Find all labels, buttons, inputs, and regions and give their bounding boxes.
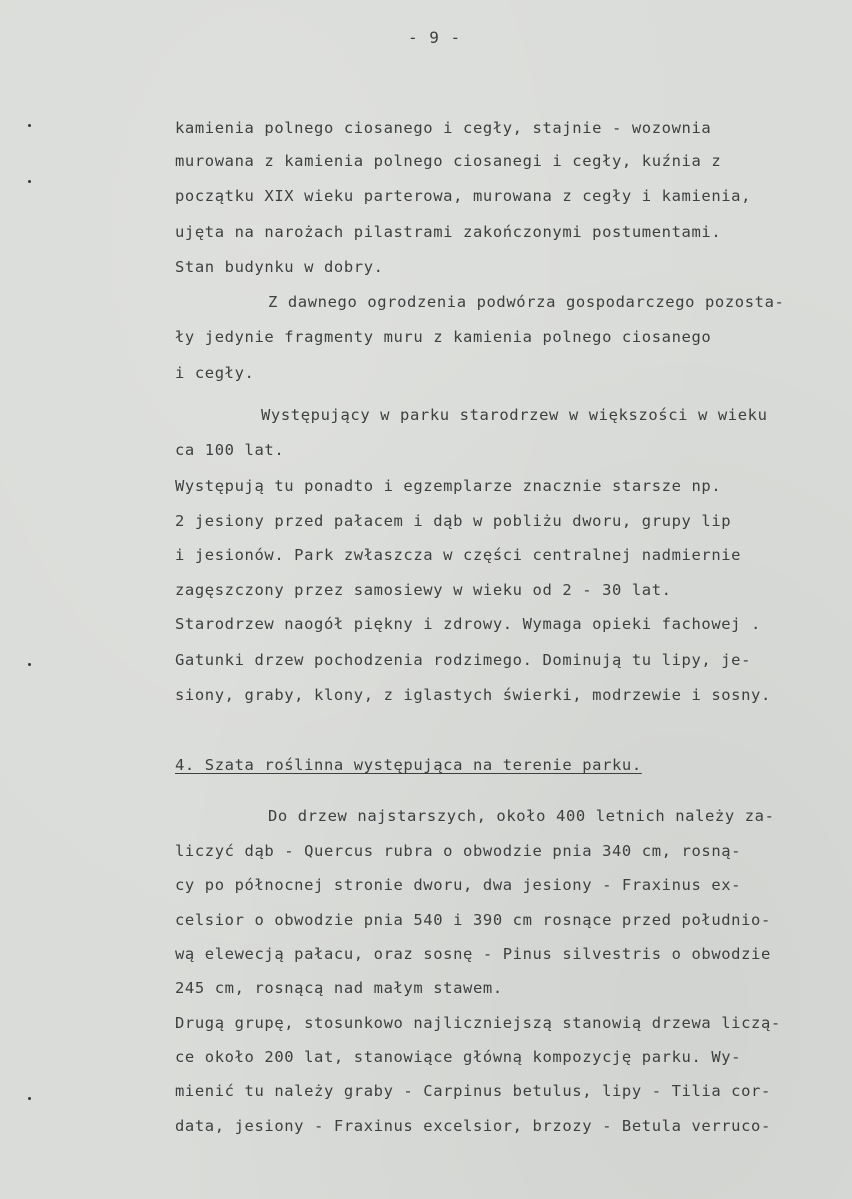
text-line: Drugą grupę, stosunkowo najliczniejszą stanowią drzewa liczą- bbox=[175, 1014, 781, 1032]
text-line: murowana z kamienia polnego ciosanegi i cegły, kuźnia z bbox=[175, 152, 722, 170]
text-line: zagęszczony przez samosiewy w wieku od 2 - 30 lat. bbox=[175, 581, 672, 599]
text-line: Występujący w parku starodrzew w większości w wieku bbox=[261, 406, 768, 424]
margin-mark bbox=[28, 180, 31, 183]
text-line: liczyć dąb - Quercus rubra o obwodzie pnia 340 cm, rosną- bbox=[175, 842, 742, 860]
text-line: Występują tu ponadto i egzemplarze znacznie starsze np. bbox=[175, 477, 722, 495]
text-line: ujęta na narożach pilastrami zakończonymi postumentami. bbox=[175, 223, 722, 241]
section-heading: 4. Szata roślinna występująca na terenie parku. bbox=[175, 756, 642, 774]
text-line: data, jesiony - Fraxinus excelsior, brzozy - Betula verruco- bbox=[175, 1117, 771, 1135]
text-line: cy po północnej stronie dworu, dwa jesiony - Fraxinus ex- bbox=[175, 876, 742, 894]
text-line: siony, graby, klony, z iglastych świerki, modrzewie i sosny. bbox=[175, 686, 771, 704]
text-line: Starodrzew naogół piękny i zdrowy. Wymaga opieki fachowej . bbox=[175, 615, 761, 633]
text-line: ce około 200 lat, stanowiące główną kompozycję parku. Wy- bbox=[175, 1048, 742, 1066]
margin-mark bbox=[28, 1097, 31, 1100]
margin-mark bbox=[28, 124, 31, 127]
text-line: 2 jesiony przed pałacem i dąb w pobliżu dworu, grupy lip bbox=[175, 512, 732, 530]
text-line: ły jedynie fragmenty muru z kamienia polnego ciosanego bbox=[175, 328, 712, 346]
text-line: mienić tu należy graby - Carpinus betulus, lipy - Tilia cor- bbox=[175, 1082, 771, 1100]
text-line: Gatunki drzew pochodzenia rodzimego. Dominują tu lipy, je- bbox=[175, 651, 752, 669]
text-line: 245 cm, rosnącą nad małym stawem. bbox=[175, 979, 503, 997]
text-line: Do drzew najstarszych, około 400 letnich należy za- bbox=[268, 807, 775, 825]
text-line: początku XIX wieku parterowa, murowana z cegły i kamienia, bbox=[175, 187, 752, 205]
text-line: celsior o obwodzie pnia 540 i 390 cm rosnące przed południo- bbox=[175, 911, 771, 929]
margin-mark bbox=[28, 663, 31, 666]
text-line: i jesionów. Park zwłaszcza w części centralnej nadmiernie bbox=[175, 546, 742, 564]
text-line: i cegły. bbox=[175, 364, 255, 382]
page-number: - 9 - bbox=[408, 28, 462, 47]
text-line: ca 100 lat. bbox=[175, 441, 285, 459]
text-line: Stan budynku w dobry. bbox=[175, 258, 384, 276]
text-line: kamienia polnego ciosanego i cegły, stajnie - wozownia bbox=[175, 119, 712, 137]
text-line: wą elewecją pałacu, oraz sosnę - Pinus silvestris o obwodzie bbox=[175, 945, 771, 963]
text-line: Z dawnego ogrodzenia podwórza gospodarczego pozosta- bbox=[268, 293, 785, 311]
